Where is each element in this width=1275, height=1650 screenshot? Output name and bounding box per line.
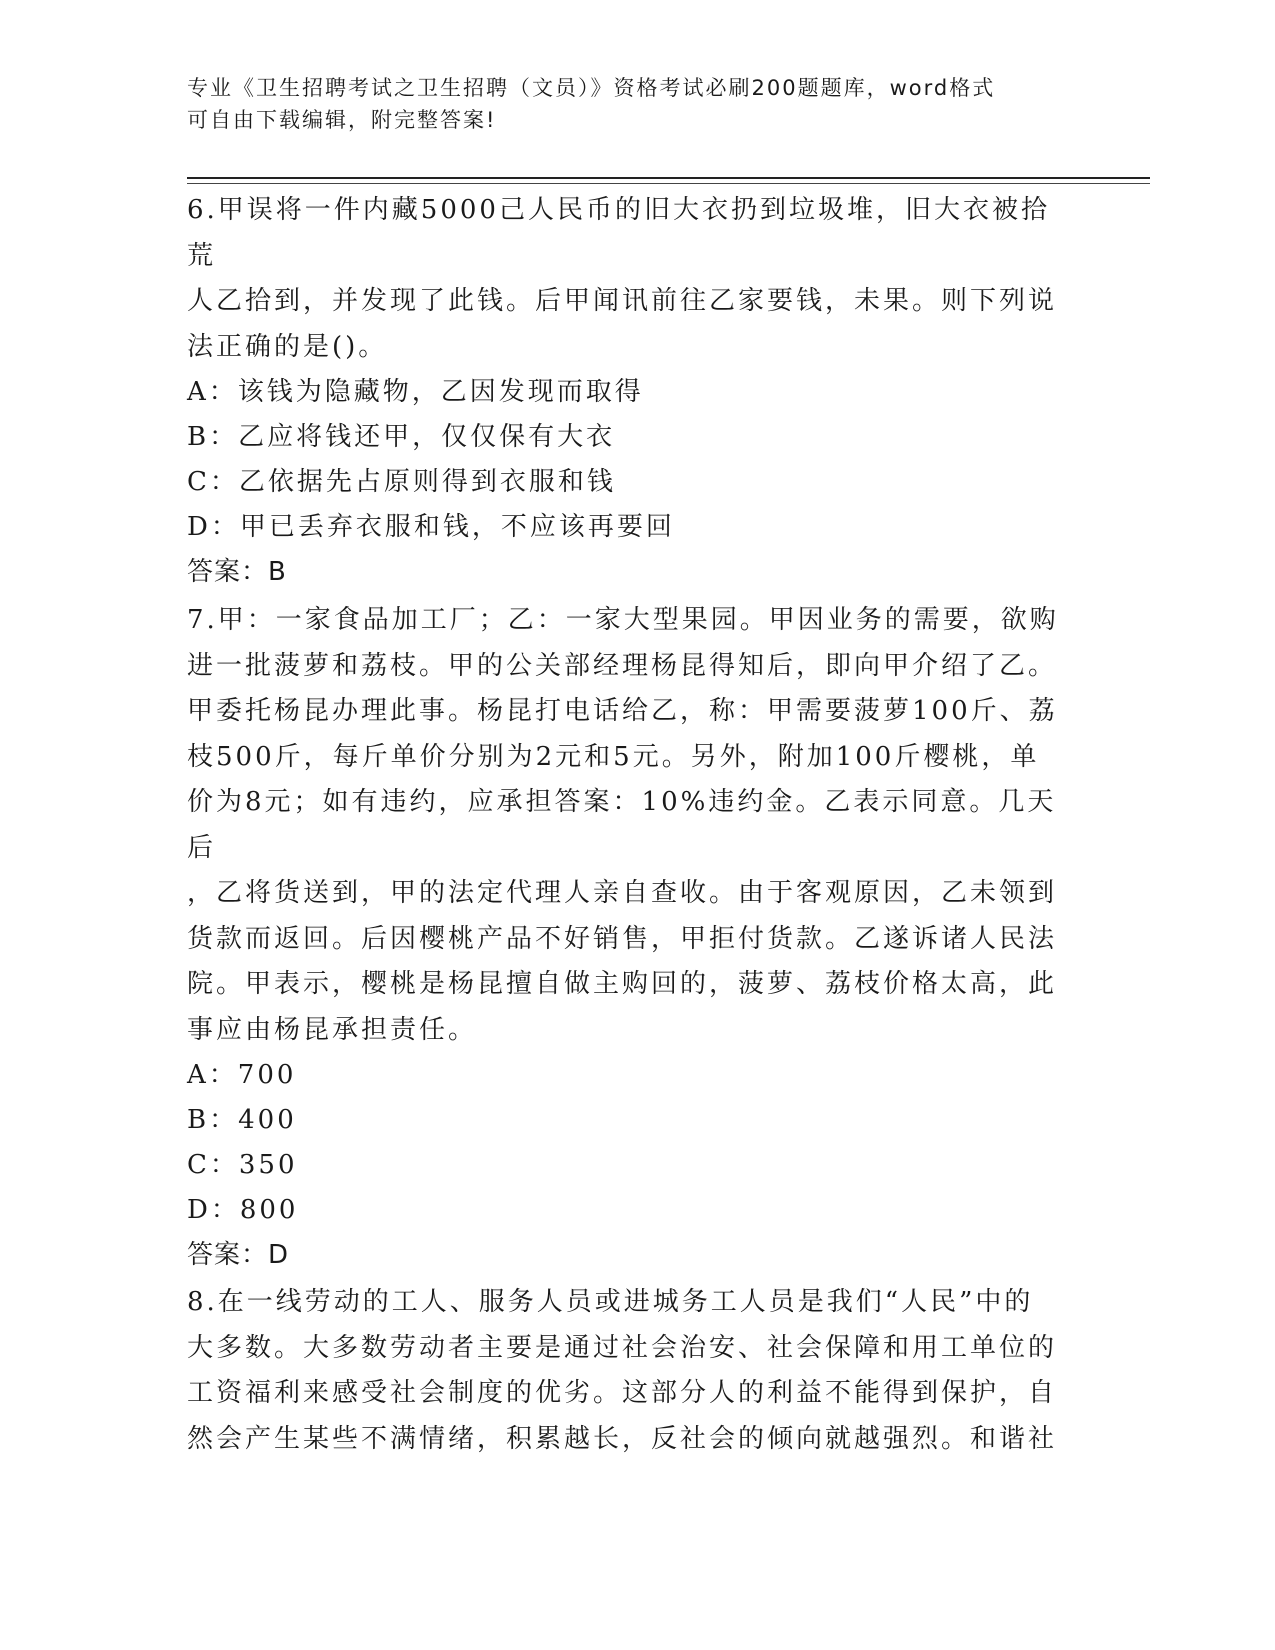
question-stem-line: 价为8元；如有违约，应承担答案：10%违约金。乙表示同意。几天后	[187, 787, 1057, 863]
question-stem-line: 事应由杨昆承担责任。	[187, 1014, 478, 1045]
option-c: C：350	[187, 1150, 298, 1180]
question-stem-line: 6.甲误将一件内藏5000己人民币的旧大衣扔到垃圾堆，旧大衣被拾荒	[187, 195, 1050, 271]
question-block	[187, 1280, 1067, 1462]
question-stem-line: 8.在一线劳动的工人、服务人员或进城务工人员是我们“人民”中的	[187, 1287, 1034, 1317]
option-a: A：700	[187, 1060, 297, 1090]
question-stem	[187, 598, 1067, 1053]
question-stem-line: 工资福利来感受社会制度的优劣。这部分人的利益不能得到保护，自	[187, 1378, 1058, 1408]
answer-line: 答案：B	[187, 557, 287, 587]
document-header	[187, 72, 1067, 136]
question-stem-line: 人乙拾到，并发现了此钱。后甲闻讯前往乙家要钱，未果。则下列说	[187, 286, 1058, 316]
option-d: D：800	[187, 1195, 299, 1225]
question-stem-line: ，乙将货送到，甲的法定代理人亲自查收。由于客观原因，乙未领到	[187, 878, 1058, 908]
question-stem-line: 货款而返回。后因樱桃产品不好销售，甲拒付货款。乙遂诉诸人民法	[187, 923, 1058, 954]
question-stem-line: 然会产生某些不满情绪，积累越长，反社会的倾向就越强烈。和谐社	[187, 1423, 1058, 1454]
question-stem-line: 进一批菠萝和荔枝。甲的公关部经理杨昆得知后，即向甲介绍了乙。	[187, 650, 1058, 681]
header-divider-thin	[187, 183, 1150, 184]
header-line: 专业《卫生招聘考试之卫生招聘（文员）》资格考试必刷200题题库，word格式	[187, 76, 996, 100]
question-stem-line: 枝500斤，每斤单价分别为2元和5元。另外，附加100斤樱桃，单	[187, 741, 1040, 772]
question-stem-line: 甲委托杨昆办理此事。杨昆打电话给乙，称：甲需要菠萝100斤、荔	[187, 696, 1058, 726]
question-stem	[187, 1280, 1067, 1462]
option-d: D：甲已丢弃衣服和钱，不应该再要回	[187, 512, 675, 542]
option-a: A：该钱为隐藏物，乙因发现而取得	[187, 377, 644, 407]
question-stem-line: 法正确的是()。	[187, 331, 388, 362]
option-c: C：乙依据先占原则得到衣服和钱	[187, 467, 616, 497]
option-b: B：400	[187, 1105, 297, 1135]
answer-line: 答案：D	[187, 1240, 290, 1270]
header-line: 可自由下载编辑，附完整答案!	[187, 108, 497, 132]
question-stem-line: 大多数。大多数劳动者主要是通过社会治安、社会保障和用工单位的	[187, 1332, 1058, 1363]
question-stem-line: 7.甲：一家食品加工厂；乙：一家大型果园。甲因业务的需要，欲购	[187, 605, 1059, 635]
question-stem-line: 院。甲表示，樱桃是杨昆擅自做主购回的，菠萝、荔枝价格太高，此	[187, 969, 1058, 999]
question-block	[187, 188, 1067, 595]
option-b: B：乙应将钱还甲，仅仅保有大衣	[187, 422, 616, 452]
question-block	[187, 598, 1067, 1278]
question-stem	[187, 188, 1067, 370]
header-divider	[187, 177, 1150, 179]
